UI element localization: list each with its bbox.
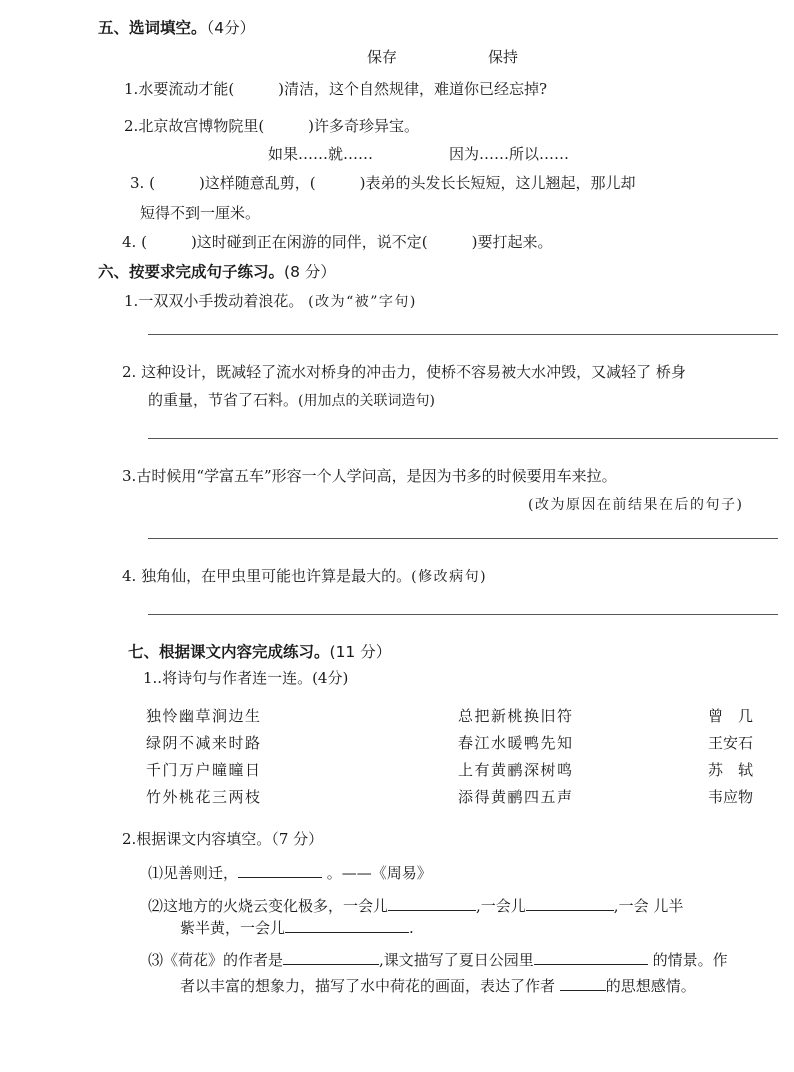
fill-1: ⑴见善则迁， 。——《周易》: [148, 864, 432, 882]
s5-question-3-line2: 短得不到一厘米。: [140, 204, 261, 222]
word-choice-1: 保存: [367, 48, 398, 66]
s5-question-2: 2.北京故宫博物院里( )许多奇珍异宝。: [124, 117, 420, 135]
answer-line[interactable]: [148, 614, 778, 615]
s6-question-2: 2. 这种设计，既减轻了流水对桥身的冲击力，使桥不容易被大水冲毁，又减轻了 桥身: [122, 363, 686, 381]
poem-left-1[interactable]: 独怜幽草涧边生: [146, 707, 262, 725]
poem-mid-1[interactable]: 总把新桃换旧符: [458, 707, 574, 725]
s6-question-2-line2: 的重量，节省了石料。(用加点的关联词造句): [148, 391, 435, 409]
section-6-heading: 六、按要求完成句子练习。(8 分）: [98, 263, 336, 281]
word-choice-4: 因为……所以……: [449, 145, 570, 163]
fill-blank[interactable]: [526, 895, 614, 911]
fill-3-line2: 者以丰富的想象力，描写了水中荷花的画面，表达了作者 的思想感情。: [180, 977, 696, 995]
poem-left-2[interactable]: 绿阴不减来时路: [146, 734, 262, 752]
poem-mid-2[interactable]: 春江水暖鸭先知: [458, 734, 574, 752]
fill-blank[interactable]: [534, 949, 648, 965]
answer-line[interactable]: [148, 538, 778, 539]
fill-2-line2: 紫半黄，一会儿 .: [180, 919, 414, 937]
author-4[interactable]: 韦应物: [708, 788, 754, 806]
fill-3: ⑶《荷花》的作者是 ,课文描写了夏日公园里 的情景。作: [148, 951, 728, 969]
fill-blank[interactable]: [238, 862, 322, 878]
author-3[interactable]: 苏 轼: [708, 761, 754, 779]
fill-2: ⑵这地方的火烧云变化极多，一会儿 ,一会儿 ,一会 儿半: [148, 897, 684, 915]
section-5-heading: 五、选词填空。（4分）: [98, 19, 256, 37]
word-choice-2: 保持: [488, 48, 519, 66]
s5-question-1: 1.水要流动才能( )清洁，这个自然规律，难道你已经忘掉?: [124, 80, 548, 98]
s7-question-1-label: 1..将诗句与作者连一连。(4分): [143, 669, 349, 687]
poem-mid-4[interactable]: 添得黄鹂四五声: [458, 788, 574, 806]
author-1[interactable]: 曾 几: [708, 707, 754, 725]
section-7-heading: 七、根据课文内容完成练习。(11 分）: [128, 643, 392, 661]
word-choice-3: 如果……就……: [268, 145, 374, 163]
fill-blank[interactable]: [388, 895, 476, 911]
answer-line[interactable]: [148, 334, 778, 335]
s6-question-1: 1.一双双小手拨动着浪花。 (改为“被”字句): [124, 292, 417, 310]
s7-question-2-label: 2.根据课文内容填空。（7 分）: [122, 830, 324, 848]
s6-question-3-requirement: (改为原因在前结果在后的句子): [528, 497, 744, 513]
s6-question-3: 3.古时候用“学富五车”形容一个人学问高，是因为书多的时候要用车来拉。: [122, 467, 617, 485]
fill-blank[interactable]: [283, 949, 379, 965]
author-2[interactable]: 王安石: [708, 734, 754, 752]
poem-left-4[interactable]: 竹外桃花三两枝: [146, 788, 262, 806]
poem-left-3[interactable]: 千门万户曈曈日: [146, 761, 262, 779]
poem-mid-3[interactable]: 上有黄鹂深树鸣: [458, 761, 574, 779]
s5-question-4: 4. ( )这时碰到正在闲游的同伴，说不定( )要打起来。: [122, 233, 553, 251]
s5-question-3: 3. ( )这样随意乱剪，( )表弟的头发长长短短，这儿翘起，那儿却: [130, 174, 636, 192]
fill-blank[interactable]: [285, 917, 409, 933]
answer-line[interactable]: [148, 438, 778, 439]
fill-blank[interactable]: [560, 975, 606, 991]
s6-question-4: 4. 独角仙，在甲虫里可能也许算是最大的。(修改病句): [122, 567, 488, 585]
